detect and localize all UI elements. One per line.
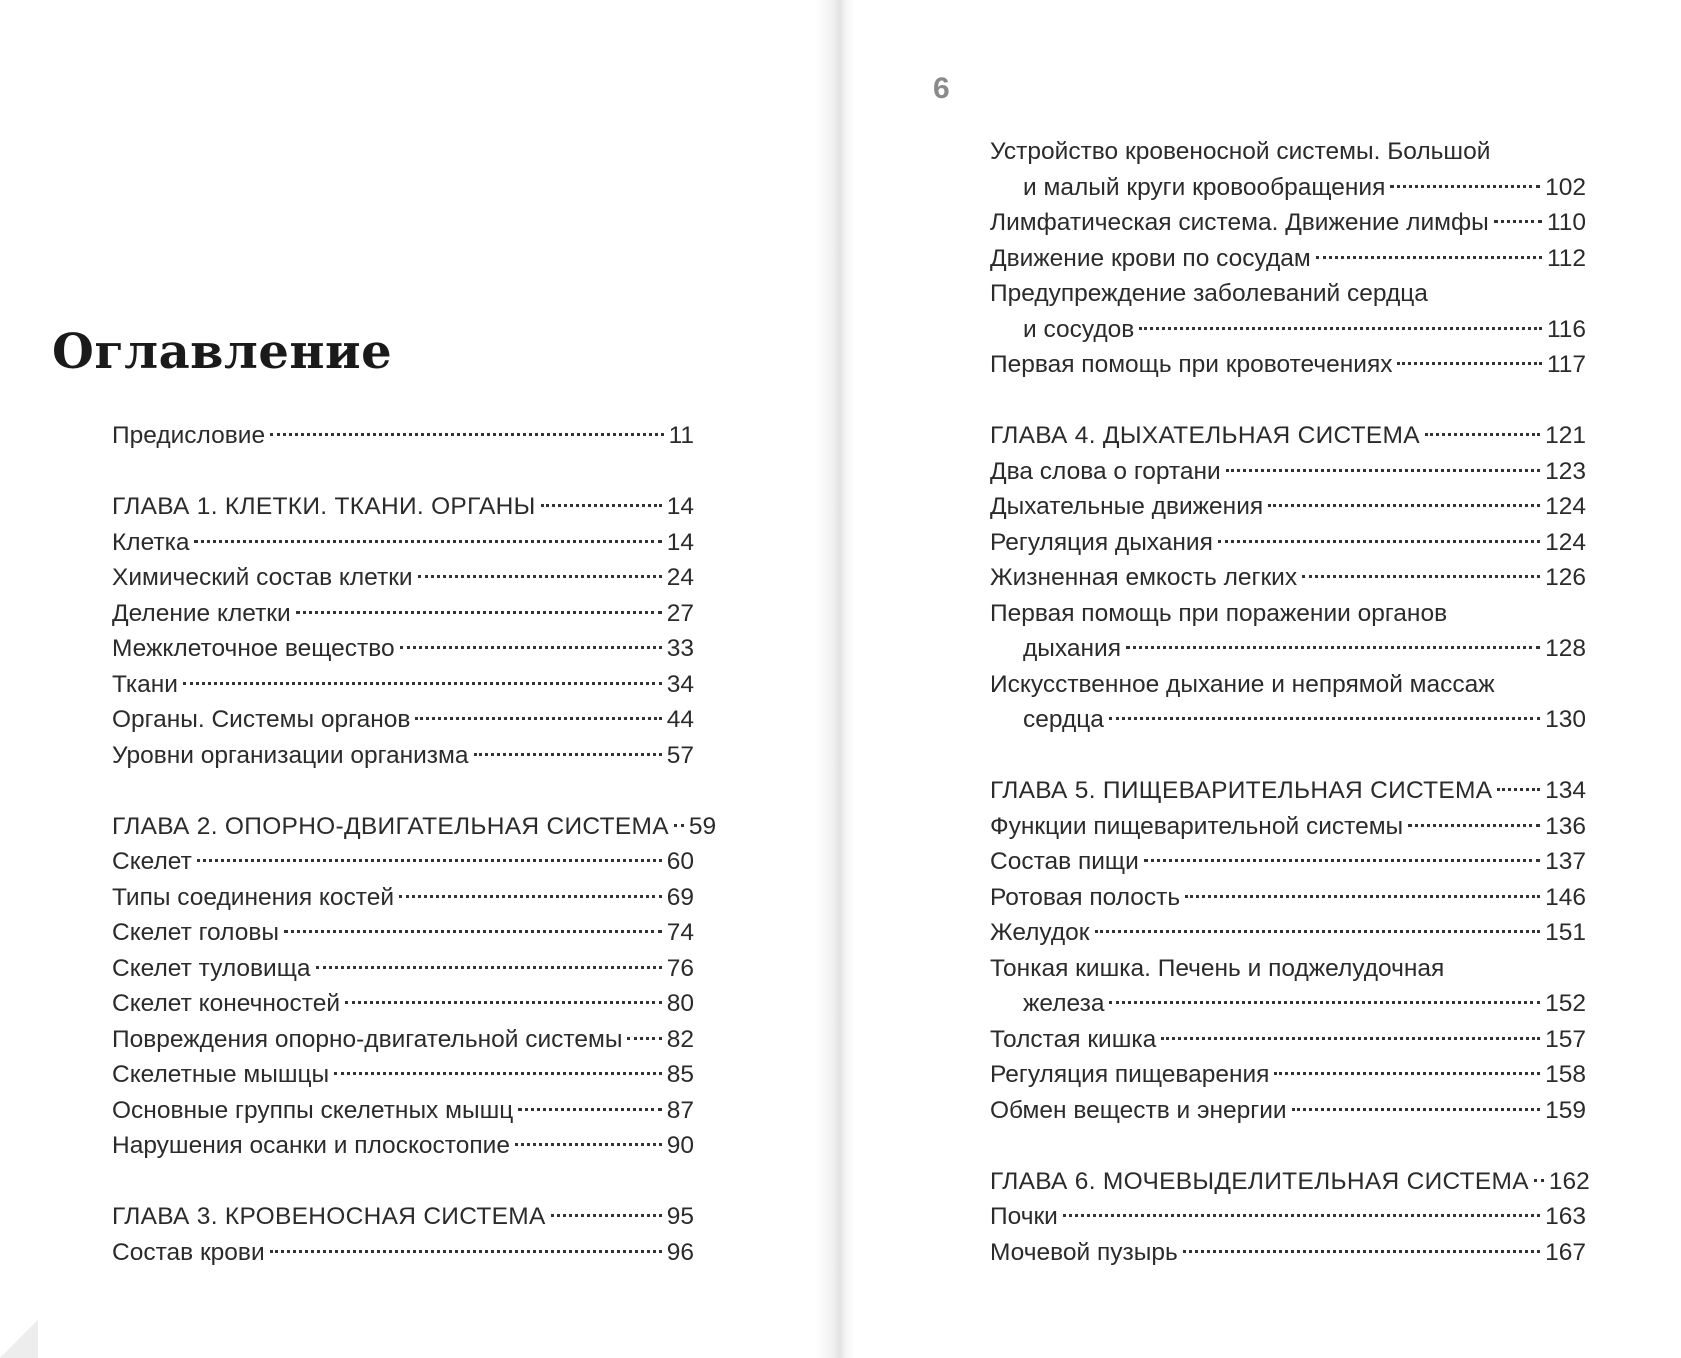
dot-leader <box>627 1037 661 1040</box>
toc-entry[interactable] <box>990 1093 1586 1129</box>
toc-entry[interactable] <box>112 986 694 1022</box>
toc-entry[interactable] <box>112 951 694 987</box>
toc-page-number: 124 <box>1545 528 1586 556</box>
toc-page-number: 14 <box>666 528 694 556</box>
book-gutter <box>815 0 855 1358</box>
toc-page-number: 167 <box>1545 1238 1586 1266</box>
toc-page-number: 112 <box>1546 244 1586 272</box>
toc-entry[interactable] <box>990 1057 1586 1093</box>
dot-leader <box>551 1214 662 1217</box>
toc-entry[interactable] <box>990 525 1586 561</box>
toc-entry-title: Органы. Системы органов <box>112 706 411 733</box>
right-page <box>855 0 1681 1358</box>
toc-group <box>112 489 694 773</box>
toc-entry-continuation[interactable] <box>990 170 1586 206</box>
toc-entry[interactable] <box>112 1128 694 1164</box>
dot-leader <box>518 1108 661 1111</box>
dot-leader <box>1218 540 1540 543</box>
toc-entry-title: Скелетные мышцы <box>112 1061 330 1088</box>
dot-leader <box>296 611 662 614</box>
toc-page-number: 76 <box>666 954 694 982</box>
toc-entry-title: Повреждения опорно-двигательной системы <box>112 1025 623 1053</box>
dot-leader <box>1534 1179 1544 1182</box>
dot-leader <box>674 824 684 827</box>
toc-page-number: 102 <box>1545 173 1586 201</box>
dot-leader <box>334 1072 662 1075</box>
toc-chapter-entry[interactable] <box>990 418 1586 454</box>
toc-entry-title: Предупреждение заболеваний сердца <box>990 280 1428 307</box>
dot-leader <box>1139 327 1542 330</box>
toc-page-number: 60 <box>666 848 694 875</box>
toc-right-column <box>990 134 1590 1270</box>
toc-page-number: 121 <box>1545 422 1586 449</box>
toc-group <box>990 773 1586 1128</box>
toc-entry-title: Скелет конечностей <box>112 990 341 1017</box>
dot-leader <box>1494 220 1542 223</box>
dot-leader <box>197 859 662 862</box>
toc-chapter-entry[interactable] <box>112 489 694 525</box>
toc-entry[interactable] <box>990 667 1586 703</box>
dot-leader <box>1397 362 1541 365</box>
toc-entry-title: Ротовая полость <box>990 883 1181 911</box>
dot-leader <box>1268 504 1540 507</box>
toc-entry-continuation[interactable] <box>990 986 1586 1022</box>
toc-entry[interactable] <box>112 915 694 951</box>
toc-entry[interactable] <box>112 1057 694 1093</box>
toc-group <box>990 134 1586 383</box>
toc-entry-continuation[interactable] <box>990 312 1586 348</box>
toc-entry-title: Жизненная емкость легких <box>990 564 1298 591</box>
toc-entry[interactable] <box>112 525 694 561</box>
toc-page-number: 27 <box>666 599 694 627</box>
toc-entry-title: Регуляция пищеварения <box>990 1061 1270 1088</box>
toc-page-number: 146 <box>1545 883 1586 911</box>
dot-leader <box>1161 1037 1540 1040</box>
toc-entry[interactable] <box>990 1235 1586 1271</box>
toc-entry[interactable] <box>990 489 1586 525</box>
toc-entry-title: Искусственное дыхание и непрямой массаж <box>990 670 1495 698</box>
toc-entry-title: Регуляция дыхания <box>990 528 1213 556</box>
toc-entry[interactable] <box>990 596 1586 632</box>
toc-group <box>112 1199 694 1270</box>
toc-entry[interactable] <box>112 844 694 880</box>
toc-entry[interactable] <box>112 1022 694 1058</box>
toc-entry[interactable] <box>990 241 1586 277</box>
toc-page-number: 11 <box>668 422 694 449</box>
toc-page-number: 158 <box>1545 1061 1586 1088</box>
toc-group <box>990 1164 1590 1271</box>
dot-leader <box>316 966 662 969</box>
toc-entry-title: Ткани <box>112 670 178 698</box>
dot-leader <box>515 1143 662 1146</box>
toc-entry-title: Почки <box>990 1203 1058 1230</box>
dot-leader <box>1390 185 1540 188</box>
toc-entry[interactable] <box>990 454 1586 490</box>
toc-chapter-entry[interactable] <box>990 1164 1590 1200</box>
page-title: Оглавление <box>52 324 393 380</box>
toc-page-number: 159 <box>1545 1096 1586 1124</box>
dot-leader <box>1063 1214 1540 1217</box>
toc-page-number: 110 <box>1546 209 1586 236</box>
toc-entry-title: Два слова о гортани <box>990 457 1221 485</box>
toc-chapter-entry[interactable] <box>112 809 717 845</box>
toc-entry-title: Мочевой пузырь <box>990 1238 1178 1266</box>
toc-entry[interactable] <box>112 596 694 632</box>
toc-page-number: 44 <box>666 706 694 733</box>
toc-entry[interactable] <box>112 667 694 703</box>
toc-entry[interactable] <box>990 844 1586 880</box>
toc-entry[interactable] <box>990 560 1586 596</box>
toc-left-column <box>112 418 717 1270</box>
dot-leader <box>1302 575 1540 578</box>
toc-entry-title: Скелет <box>112 848 192 875</box>
dot-leader <box>1274 1072 1540 1075</box>
toc-page-number: 137 <box>1545 848 1586 875</box>
dot-leader <box>400 646 662 649</box>
toc-page-number: 152 <box>1545 990 1586 1017</box>
dot-leader <box>270 1250 662 1253</box>
toc-chapter-title: ГЛАВА 3. КРОВЕНОСНАЯ СИСТЕМА <box>112 1203 546 1230</box>
toc-entry[interactable] <box>990 951 1586 987</box>
toc-page-number: 14 <box>666 493 694 520</box>
toc-entry-title: Нарушения осанки и плоскостопие <box>112 1132 510 1159</box>
dot-leader <box>270 433 663 436</box>
toc-entry-title: Скелет туловища <box>112 954 311 982</box>
toc-entry-title: Желудок <box>990 919 1090 946</box>
toc-chapter-entry[interactable] <box>990 773 1586 809</box>
toc-group <box>990 418 1586 738</box>
dot-leader <box>399 895 662 898</box>
toc-entry[interactable] <box>990 1022 1586 1058</box>
toc-entry-title: Обмен веществ и энергии <box>990 1096 1287 1124</box>
dot-leader <box>1497 788 1540 791</box>
toc-page-number: 130 <box>1545 706 1586 733</box>
toc-entry-title: Деление клетки <box>112 599 291 627</box>
dot-leader <box>474 753 662 756</box>
toc-entry[interactable] <box>112 702 694 738</box>
toc-chapter-entry[interactable] <box>112 1199 694 1235</box>
dot-leader <box>1095 930 1541 933</box>
toc-page-number: 96 <box>666 1238 694 1266</box>
toc-page-number: 116 <box>1546 315 1586 343</box>
toc-group <box>112 809 717 1164</box>
toc-page-number: 69 <box>666 883 694 911</box>
toc-entry-title: Толстая кишка <box>990 1025 1157 1053</box>
toc-entry[interactable] <box>112 631 694 667</box>
toc-page-number: 124 <box>1545 493 1586 520</box>
toc-page-number: 134 <box>1545 777 1586 804</box>
toc-entry-title-continued: железа <box>1023 990 1105 1017</box>
dot-leader <box>345 1001 662 1004</box>
toc-entry-title: Лимфатическая система. Движение лимфы <box>990 209 1489 236</box>
toc-entry[interactable] <box>112 738 694 774</box>
dot-leader <box>1183 1250 1540 1253</box>
toc-chapter-title: ГЛАВА 4. ДЫХАТЕЛЬНАЯ СИСТЕМА <box>990 422 1420 449</box>
toc-chapter-title: ГЛАВА 5. ПИЩЕВАРИТЕЛЬНАЯ СИСТЕМА <box>990 777 1493 804</box>
dot-leader <box>418 575 662 578</box>
toc-chapter-title: ГЛАВА 6. МОЧЕВЫДЕЛИТЕЛЬНАЯ СИСТЕМА <box>990 1167 1529 1195</box>
toc-entry-title: Межклеточное вещество <box>112 635 395 662</box>
toc-entry[interactable] <box>990 809 1586 845</box>
dot-leader <box>541 504 662 507</box>
dot-leader <box>1425 433 1540 436</box>
dot-leader <box>1185 895 1540 898</box>
dot-leader <box>194 540 661 543</box>
toc-page-number: 57 <box>666 741 694 769</box>
dot-leader <box>415 717 661 720</box>
toc-entry-title: Дыхательные движения <box>990 493 1264 520</box>
toc-entry[interactable] <box>112 560 694 596</box>
toc-page-number: 74 <box>666 919 694 946</box>
toc-page-number: 95 <box>666 1203 694 1230</box>
toc-entry-title: Первая помощь при кровотечениях <box>990 351 1393 378</box>
toc-entry-title: Устройство кровеносной системы. Большой <box>990 138 1491 165</box>
toc-page-number: 87 <box>666 1096 694 1124</box>
toc-entry[interactable] <box>112 418 694 454</box>
toc-chapter-title: ГЛАВА 1. КЛЕТКИ. ТКАНИ. ОРГАНЫ <box>112 493 536 520</box>
toc-entry-continuation[interactable] <box>990 631 1586 667</box>
dot-leader <box>183 682 662 685</box>
toc-entry-title: Химический состав клетки <box>112 564 413 591</box>
toc-page-number: 126 <box>1545 564 1586 591</box>
toc-entry[interactable] <box>112 880 694 916</box>
toc-page-number: 151 <box>1545 919 1586 946</box>
toc-page-number: 123 <box>1545 457 1586 485</box>
dot-leader <box>1316 256 1542 259</box>
dot-leader <box>1408 824 1540 827</box>
dot-leader <box>1109 1001 1540 1004</box>
toc-entry-title: Предисловие <box>112 422 266 449</box>
toc-entry[interactable] <box>990 880 1586 916</box>
toc-entry-title: Основные группы скелетных мышц <box>112 1096 514 1124</box>
toc-entry-title: Первая помощь при поражении органов <box>990 599 1448 627</box>
toc-entry[interactable] <box>112 1235 694 1271</box>
toc-entry[interactable] <box>112 1093 694 1129</box>
page-number: 6 <box>933 72 950 105</box>
toc-page-number: 157 <box>1545 1025 1586 1053</box>
toc-entry-title: Тонкая кишка. Печень и поджелудочная <box>990 954 1445 982</box>
dot-leader <box>284 930 662 933</box>
toc-entry[interactable] <box>990 347 1586 383</box>
dot-leader <box>1144 859 1540 862</box>
toc-entry-title: Состав крови <box>112 1238 265 1266</box>
toc-entry-title-continued: сердца <box>1023 706 1104 733</box>
toc-entry-title: Движение крови по сосудам <box>990 244 1311 272</box>
toc-entry[interactable] <box>990 915 1586 951</box>
toc-entry-title: Состав пищи <box>990 848 1139 875</box>
toc-page-number: 24 <box>666 564 694 591</box>
toc-page-number: 80 <box>666 990 694 1017</box>
toc-entry-title: Скелет головы <box>112 919 279 946</box>
toc-page-number: 117 <box>1546 351 1586 378</box>
toc-page-number: 34 <box>666 670 694 698</box>
toc-entry-title: Клетка <box>112 528 190 556</box>
toc-page-number: 128 <box>1545 635 1586 662</box>
toc-page-number: 162 <box>1548 1167 1590 1195</box>
toc-page-number: 90 <box>666 1132 694 1159</box>
toc-entry[interactable] <box>990 205 1586 241</box>
toc-entry-title-continued: дыхания <box>1023 635 1121 662</box>
toc-page-number: 82 <box>666 1025 694 1053</box>
toc-page-number: 33 <box>666 635 694 662</box>
toc-entry-title-continued: и малый круги кровообращения <box>1023 173 1386 201</box>
toc-page-number: 163 <box>1545 1203 1586 1230</box>
dot-leader <box>1109 717 1540 720</box>
toc-entry-title: Функции пищеварительной системы <box>990 812 1404 840</box>
toc-entry-title-continued: и сосудов <box>1023 315 1135 343</box>
toc-entry-title: Уровни организации организма <box>112 741 469 769</box>
page-corner <box>0 1320 38 1358</box>
toc-entry-title: Типы соединения костей <box>112 883 395 911</box>
toc-page-number: 85 <box>666 1061 694 1088</box>
toc-page-number: 136 <box>1545 812 1586 840</box>
toc-entry-continuation[interactable] <box>990 702 1586 738</box>
dot-leader <box>1292 1108 1541 1111</box>
left-page <box>0 0 815 1358</box>
toc-page-number: 59 <box>688 812 717 840</box>
toc-entry[interactable] <box>990 1199 1586 1235</box>
dot-leader <box>1226 469 1540 472</box>
toc-group <box>112 418 694 454</box>
dot-leader <box>1126 646 1540 649</box>
toc-chapter-title: ГЛАВА 2. ОПОРНО-ДВИГАТЕЛЬНАЯ СИСТЕМА <box>112 812 669 840</box>
toc-entry[interactable] <box>990 276 1586 312</box>
toc-entry[interactable] <box>990 134 1586 170</box>
